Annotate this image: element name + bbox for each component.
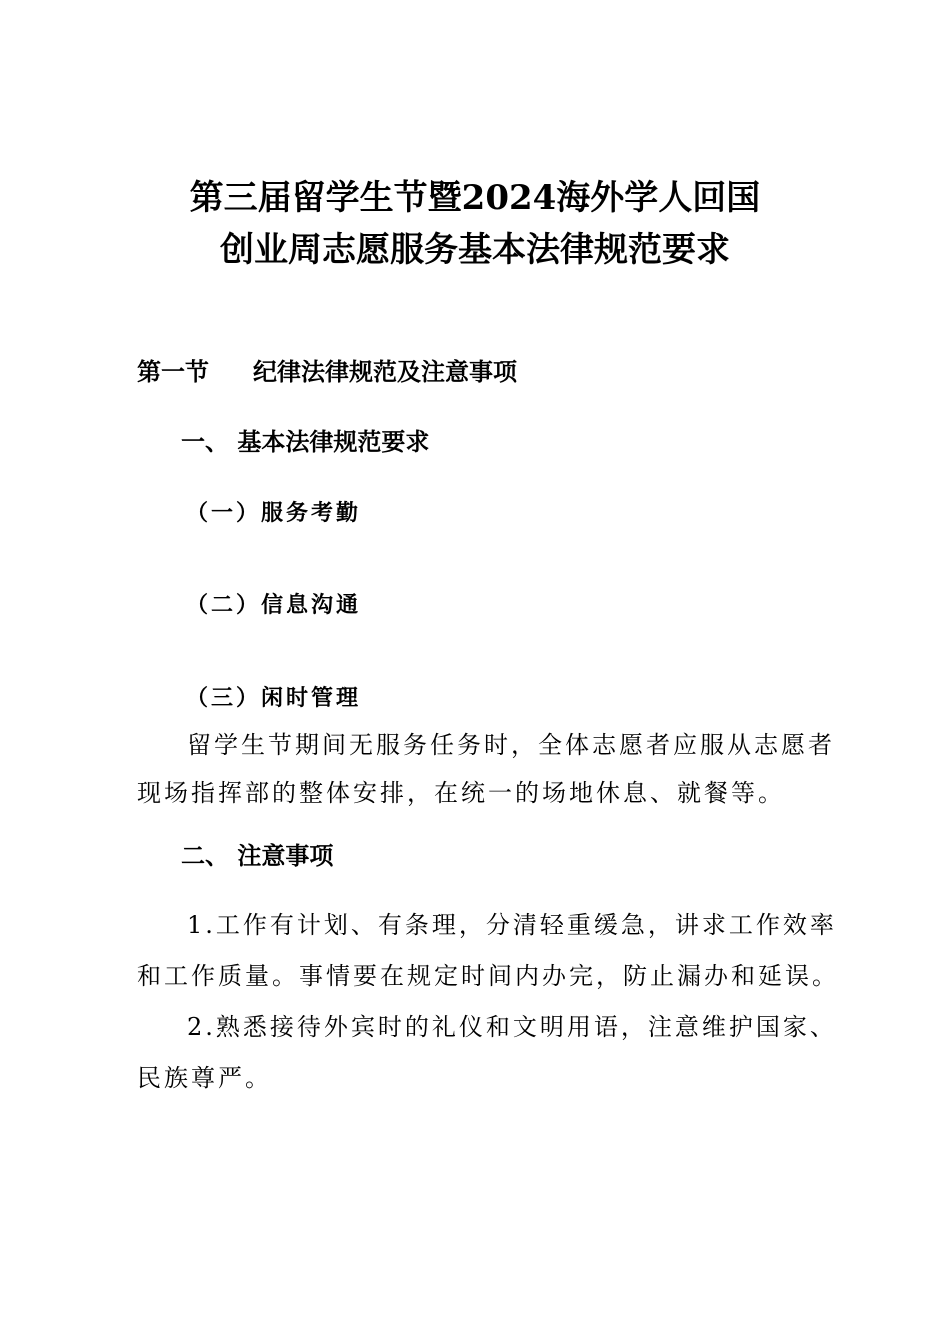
point-1-line-2: 和工作质量。事情要在规定时间内办完，防止漏办和延误。	[137, 962, 839, 990]
section-title: 纪律法律规范及注意事项	[253, 358, 517, 386]
section-number: 第一节	[137, 358, 209, 386]
item-attendance-heading: （一）服务考勤	[186, 500, 362, 526]
item-communication-heading: （二）信息沟通	[186, 592, 362, 618]
document-title-line-2: 创业周志愿服务基本法律规范要求	[220, 230, 730, 270]
point-1-line-1: 1.工作有计划、有条理，分清轻重缓急，讲求工作效率	[187, 911, 837, 939]
idle-paragraph-line-2: 现场指挥部的整体安排，在统一的场地休息、就餐等。	[137, 779, 785, 807]
point-2-line-1: 2.熟悉接待外宾时的礼仪和文明用语，注意维护国家、	[187, 1013, 837, 1041]
item-idle-management-heading: （三）闲时管理	[186, 685, 362, 711]
point-2-line-2: 民族尊严。	[137, 1064, 272, 1092]
idle-paragraph-line-1: 留学生节期间无服务任务时，全体志愿者应服从志愿者	[187, 731, 835, 759]
part-2-heading: 二、 注意事项	[181, 842, 334, 870]
section-heading	[137, 356, 517, 388]
part-1-heading: 一、 基本法律规范要求	[181, 428, 430, 456]
document-title-line-1: 第三届留学生节暨2024海外学人回国	[189, 178, 761, 218]
